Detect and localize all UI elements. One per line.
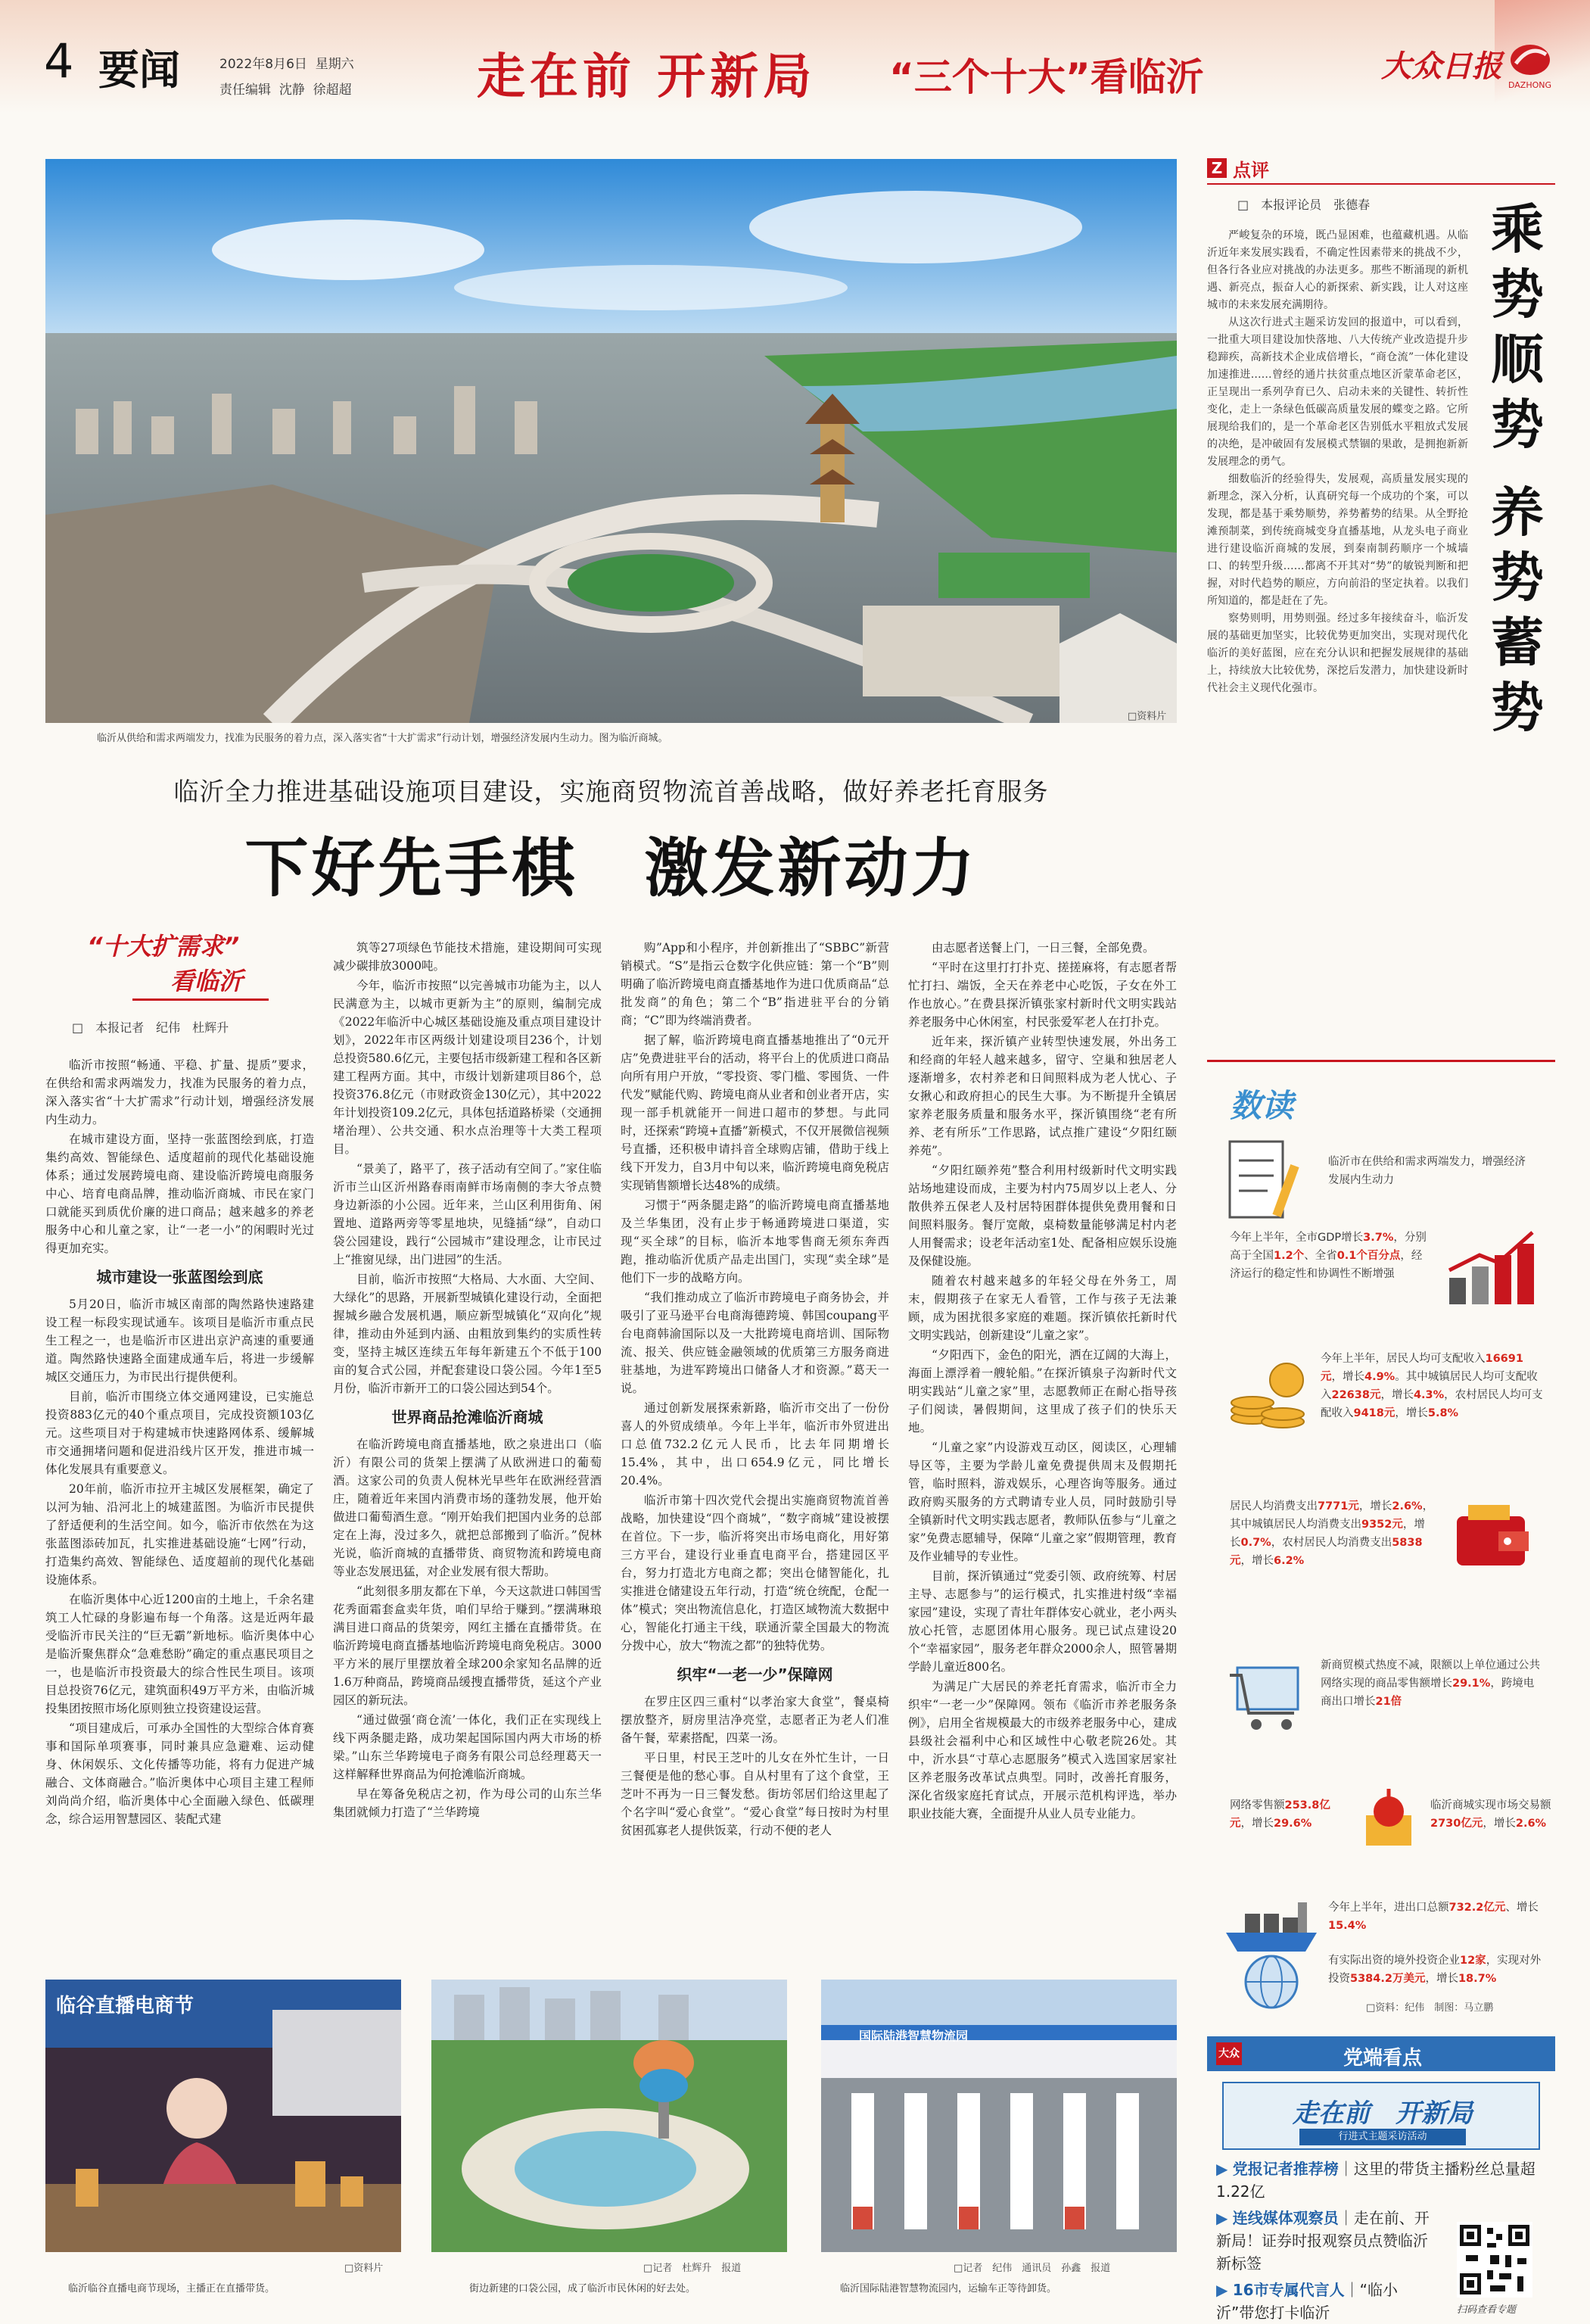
comment-logo-icon: Z <box>1207 158 1227 178</box>
paragraph: 细数临沂的经验得失，发展观，高质量发展实现的新理念，深入分析，认真研究每一个成功的个案，可以发现，都是基于乘势顺势，养势蓄势的结果。从全野抢滩预制菜，到传统商城变身直播基地，从龙头电子商业进行建设临沂商城的发展，到秦南制药顺序一个城墙口、的转型升级……都离不开其对“势”的敏锐判断和把握，对时代趋势的顺应，方向前沿的坚定执着。以我们所知道的，都是赶在了先。 <box>1207 473 1468 607</box>
paragraph: 近年来，探沂镇产业转型快速发展，外出务工和经商的年轻人越来越多，留守、空巢和独居老人逐渐增多，农村养老和日间照料成为老人忧心、子女揪心和政府担心的民生大事。为不断提升全镇居家养老服务质量和服务水平，探沂镇围绕“老有所养、老有所乐”工作思路，试点推广建设“夕阳红颐养苑”。 <box>908 1035 1177 1157</box>
numbers-section <box>1207 1060 1555 2014</box>
comment-title <box>1480 197 1555 740</box>
paragraph: “夕阳西下，金色的阳光，洒在辽阔的大海上，海面上漂浮着一艘轮船。”在探沂镇泉子沟新时代文明实践站“儿童之家”里，志愿教师正在耐心指导孩子们阅读，暑假期间，这里成了孩子们的快乐天地。 <box>908 1348 1177 1435</box>
paragraph: 目前，临沂市按照“大格局、大水面、大空间、大绿化”的思路，开展新型城镇化建设行动，全面把握城乡融合发展机遇，顺应新型城镇化“双向化”规律，推动由外延到内涵、由粗放到集约的实质性转变，坚持主城区连续五年每年新建五个不低于100亩的复合式公园，并配套建设口袋公园。今年1至5月份，临沂市新开工的口袋公园达到54个。 <box>333 1273 602 1395</box>
article-col4 <box>908 939 1177 1949</box>
subhead-city: 城市建设一张蓝图绘到底 <box>96 1268 263 1286</box>
paragraph: 由志愿者送餐上门，一日三餐，全部免费。 <box>932 941 1155 955</box>
photo-livestream <box>45 1980 401 2252</box>
paragraph: 随着农村越来越多的年轻父母在外务工，周末，假期孩子在家无人看管，工作与孩子无法兼顾，成为困扰很多家庭的难题。探沂镇依托新时代文明实践站，创新建设“儿童之家”。 <box>908 1274 1177 1342</box>
stat-gdp: 今年上半年，全市GDP增长3.7%，分别高于全国1.2个、全省0.1个百分点，经济运行的稳定性和协调性不断增强 <box>1230 1232 1427 1280</box>
numbers-header <box>1230 1081 1321 1126</box>
arrow-icon: ▶ <box>1216 2209 1228 2227</box>
article-headline: 下好先手棋 激发新动力 <box>244 831 978 905</box>
paragraph: 据了解，临沂跨境电商直播基地推出了“0元开店”免费进驻平台的活动，将平台上的优质进口商品向所有用户开放，“零投资、零门槛、零囤货、一件代发”赋能代购、跨境电商从业者和创业者开店，实现一部手机就能开一间进口超市的梦想。与此同时，还探索“跨境+直播”新模式，不仅开展微信视频号直播，还积极申请抖音全球购店铺，借助于线上线下开发力，自3月中旬以来，临沂跨境电商免税店实现销售额增长达48%的成绩。 <box>621 1033 889 1192</box>
main-photo-credit: □资料片 <box>1128 711 1167 722</box>
livestream-sign: 临谷直播电商节 <box>56 1995 194 2017</box>
paragraph: “我们推动成立了临沂市跨境电子商务协会，并吸引了亚马逊平台电商海德跨境、韩国coupang平台电商韩渝国际以及一大批跨境电商培训、国际物流、报关、供应链金融领域的优质第三方服务商进驻基地，为进军跨境出口储备人才和资源。”葛天一说。 <box>621 1291 889 1395</box>
cargo-ship-icon <box>1222 1891 1321 1959</box>
photo2-caption: 街边新建的口袋公园，成了临沂市民休闲的好去处。 <box>469 2283 696 2294</box>
paragraph: “此刻很多朋友都在下单，今天这款进口韩国雪花秀面霜套盒卖年货，咱们早给于赚到。”摆满琳琅满目进口商品的货架旁，网红主播在直播带货。在临沂跨境电商直播基地临沂跨境电商免税店。3000平方米的展厅里摆放着全球200余家知名品牌的近1.6万种商品，跨境商品缓搜直播带货，延这个产业园区的新玩法。 <box>333 1584 602 1707</box>
paragraph: 早在筹备免税店之初，作为母公司的山东兰华集团就倾力打造了“兰华跨境 <box>333 1787 602 1819</box>
arrow-icon: ▶ <box>1216 2160 1228 2178</box>
coins-icon <box>1222 1350 1313 1433</box>
app-item-tag: 连线媒体观察员 <box>1232 2209 1339 2227</box>
paragraph: 在罗庄区四三重村“以孝治家大食堂”，餐桌椅摆放整齐，厨房里洁净亮堂，志愿者正为老人们准备午餐，荤素搭配，四菜一汤。 <box>621 1695 889 1745</box>
header <box>0 0 1590 114</box>
shopping-cart-icon <box>1222 1653 1313 1736</box>
paragraph: “通过做强‘商仓流’一体化，我们正在实现线上线下两条腿走路，成功架起国际国内两大市场的桥梁。”山东兰华跨境电子商务有限公司总经理葛天一这样解释世界商品为何抢滩临沂商城。 <box>333 1713 602 1781</box>
editor: 沈静 <box>278 83 305 98</box>
app-logo-icon: 大众 <box>1216 2042 1242 2065</box>
paragraph: “平时在这里打打扑克、搓搓麻将，有志愿者帮忙打扫、端饭，全天在养老中心吃饭，子女在外工作也放心。”在费县探沂镇张家村新时代文明实践站养老服务中心休闲室，村民张爱军老人在打扑克。 <box>908 961 1177 1029</box>
stat-income: 今年上半年，居民人均可支配收入16691元，增长4.9%。其中城镇居民人均可支配收入22638元，增长4.3%，农村居民人均可支配收入9418元，增长5.8% <box>1321 1353 1543 1419</box>
numbers-credit: □资料：纪伟 制图：马立鹏 <box>1366 2002 1494 2014</box>
paragraph: 通过创新发展探索新路，临沂市交出了一份份喜人的外贸成绩单。今年上半年，临沂市外贸进出口总值732.2亿元人民币，比去年同期增长15.4%，其中，出口654.9亿元，同比增长20.4%。 <box>621 1401 889 1488</box>
article-col2 <box>333 939 602 1949</box>
photo-logistics <box>821 1980 1177 2252</box>
section-name: 要闻 <box>98 46 180 94</box>
paragraph: 购”App和小程序，并创新推出了“SBBC”新营销模式。“S”是指云仓数字化供应链：第一个“B”则明确了临沂跨境电商直播基地作为进口优质商品“总批发商”的角色；第二个“B”指进驻平台的分销商；“C”即为终端消费者。 <box>621 941 889 1027</box>
qr-code-icon[interactable] <box>1457 2222 1532 2298</box>
banner-sub: “三个十大”看临沂 <box>889 55 1204 99</box>
app-banner[interactable] <box>1222 2082 1540 2150</box>
globe-icon <box>1230 1952 1313 2012</box>
comment-title-line1: 乘势顺势 <box>1491 198 1544 456</box>
paragraph: 目前，临沂市围绕立体交通网建设，已实施总投资883亿元的40个重点项目，完成投资额103亿元。这些项目对于构建城市快速路网体系、缓解城市交通拥堵问题和促进沿线片区开发，推进市城一体化发展具有重要意义。 <box>45 1390 314 1476</box>
photo1-credit: □资料片 <box>344 2263 384 2274</box>
paragraph: 在临沂奥体中心近1200亩的土地上，千余名建筑工人忙碌的身影遍布每一个角落。这是近两年最受临沂市民关注的“巨无霸”新地标。临沂奥体中心是临沂聚焦群众“急难愁盼”确定的重点惠民项目之一，也是临沂市投资最大的综合性民生项目。该项目总投资76亿元，建筑面积49万平方米，由临沂城投集团按照市场化原则独立投资建设运营。 <box>45 1593 314 1715</box>
comment-label <box>1207 157 1269 179</box>
paragraph: 5月20日，临沂市城区南部的陶然路快速路建设工程一标段实现试通车。该项目是临沂市重点民生工程之一，也是临沂市区进出京沪高速的重要通道。陶然路快速路全面建成通车后，将进一步缓解城区交通压力，为市民出行提供便利。 <box>45 1298 314 1384</box>
comment-byline: □ 本报评论员 张德春 <box>1237 198 1371 212</box>
paragraph: 平日里，村民王芝叶的儿女在外忙生计，一日三餐便是他的愁心事。自从村里有了这个食堂，王芝叶不再为一日三餐发愁。街坊邻居们给这里起了个名字叫“爱心食堂”。“爱心食堂”每日按时为村里贫困孤寡老人提供饭菜，行动不便的老人 <box>621 1751 889 1837</box>
paragraph: 为满足广大居民的养老托育需求，临沂市全力织牢“一老一少”保障网。领布《临沂市养老服务条例》，启用全省规模最大的市级养老服务中心，建成县级社会福利中心和区域性中心敬老院26处。其中，沂水县“寸草心志愿服务”模式入选国家居家社区养老服务改革试点典型。同时，改善托育服务，深化省级家庭托育试点，开展示范机构评选，举办职业技能大赛，全面提升从业人员专业能力。 <box>908 1680 1177 1821</box>
app-item-text: ｜“临小沂”带您打卡临沂 <box>1216 2281 1398 2322</box>
app-banner-sub: 行进式主题采访活动 <box>1299 2129 1466 2145</box>
banner-main: 走在前 开新局 <box>477 49 817 105</box>
photo2-credit: □记者 杜辉升 报道 <box>643 2263 742 2274</box>
app-item-text: ｜走在前、开新局！证券时报观察员点赞临沂新标签 <box>1216 2209 1430 2273</box>
chart-up-icon <box>1442 1225 1540 1308</box>
app-item-observer[interactable] <box>1216 2207 1436 2275</box>
comment-section <box>1207 151 1555 1045</box>
article-col1 <box>45 1056 314 1949</box>
paragraph: 临沂市按照“畅通、平稳、扩量、提质”要求，在供给和需求两端发力，找准为民服务的着力点，深入落实省“十大扩需求”行动计划，增强经济发展内生动力。 <box>45 1058 314 1126</box>
app-item-tag: 16市专属代言人 <box>1232 2281 1345 2299</box>
app-item-tag: 党报记者推荐榜 <box>1232 2160 1339 2178</box>
article-body <box>45 939 1177 1949</box>
designer: 徐超超 <box>313 83 352 98</box>
issue-date <box>219 53 354 72</box>
paragraph: “儿童之家”内设游戏互动区，阅读区，心理辅导区等，主要为学龄儿童免费提供周末及假期托管，临时照料，游戏娱乐，心理咨询等服务。通过政府购买服务的方式聘请专业人员，同时鼓励引导全镇新时代文明实践志愿者，教师队伍参与“儿童之家”免费志愿辅导，保障“儿童之家”假期管理，教育及作业辅导的专业性。 <box>908 1441 1177 1563</box>
logistics-sign: 国际陆港智慧物流园 <box>859 2029 969 2043</box>
stat-overseas-investment: 有实际出资的境外投资企业12家，实现对外投资5384.2万美元，增长18.7% <box>1328 1955 1542 1985</box>
paragraph: 筑等27项绿色节能技术措施，建设期间可实现减少碳排放3000吨。 <box>333 941 602 973</box>
app-item-spokesperson[interactable] <box>1216 2279 1436 2324</box>
paragraph: 从这次行进式主题采访发回的报道中，可以看到，一批重大项目建设加快落地、八大传统产业改造提升步稳蹄疾，高新技术企业成倍增长，“商仓流”一体化建设加速推进……曾经的通片扶贫重点地区沂蒙革命老区，正呈现出一系列孕育已久、启动未来的关键性、转折性变化，走上一条绿色低碳高质量发展的蝶变之路。它所展现给我们的，是一个革命老区告别低水平粗放式发展的决绝，是冲破固有发展模式禁锢的果敢，是拥抱新新发展理念的勇气。 <box>1207 316 1468 468</box>
editors-label: 责任编辑 <box>219 83 271 98</box>
wallet-icon <box>1445 1494 1536 1577</box>
photo3-credit: □记者 纪伟 通讯员 孙鑫 报道 <box>954 2263 1111 2274</box>
numbers-intro: 临沂市在供给和需求两端发力，增强经济发展内生动力 <box>1328 1156 1526 1186</box>
paragraph: 今年，临沂市按照“以完善城市功能为主，以人民满意为主，以城市更新为主”的原则，编制完成《2022年临沂中心城区基础设施及重点项目建设计划》，2022年市区两级计划建设项目236个，计划总投资580.6亿元，主要包括市级新建工程和各区新建工程两方面。其中，市级计划新建项目86个，总投资376.8亿元（市财政资金130亿元），其中2022年计划投资109.2亿元，具体包括道路桥梁（交通拥堵治理）、公共交通、积水点治理等十大类工程项目。 <box>333 979 602 1156</box>
app-item-text: ｜这里的带货主播粉丝总量超1.22亿 <box>1216 2160 1536 2201</box>
paragraph: 习惯于“两条腿走路”的临沂跨境电商直播基地及兰华集团，没有止步于畅通跨境进口渠道，实现“买全球”的目标，临沂本地零售商无须东奔西跑，推动临沂优质产品走出国门，实现“卖全球”是他们下一步的战略方向。 <box>621 1198 889 1285</box>
comment-title-line2: 养势蓄势 <box>1491 481 1544 739</box>
qr-caption: 扫码查看专题 <box>1457 2304 1517 2316</box>
main-photo <box>45 159 1177 723</box>
money-bag-icon <box>1355 1785 1423 1853</box>
app-item-reporter[interactable] <box>1216 2157 1549 2203</box>
stat-foreign-trade: 今年上半年，进出口总额732.2亿元、增长15.4% <box>1328 1902 1539 1932</box>
article-byline: □ 本报记者 纪伟 杜辉升 <box>72 1020 229 1035</box>
comment-label-text: 点评 <box>1233 159 1269 181</box>
photo3-caption: 临沂国际陆港智慧物流园内，运输车正等待卸货。 <box>840 2283 1057 2294</box>
subhead-goods: 世界商品抢滩临沂商城 <box>391 1408 543 1426</box>
paragraph: “夕阳红颐养苑”整合利用村级新时代文明实践站场地建设而成，主要为村内75周岁以上老人、分散供养五保老人及村居特困群体提供免费用餐和日间照料服务。餐厅宽敞，桌椅数量能够满足村内老人用餐需求；设老年活动室1处、配备相应娱乐设施及保健设施。 <box>908 1164 1177 1268</box>
paragraph: 严峻复杂的环境，既凸显困难，也蕴藏机遇。从临沂近年来发展实践看，不确定性因素带来的挑战不少，但各行各业应对挑战的办法更多。那些不断涌现的新机遇、新亮点，振奋人心的新探索、新实践，让人对这座城市的未来发展充满期待。 <box>1207 229 1468 311</box>
series-line1: “十大扩需求” <box>87 932 240 961</box>
article-col3 <box>621 939 889 1949</box>
app-header <box>1207 2036 1555 2071</box>
photo1-caption: 临沂临谷直播电商节现场，主播正在直播带货。 <box>68 2283 275 2294</box>
paragraph: “项目建成后，可承办全国性的大型综合体育赛事和国际单项赛事，同时兼具应急避难、运动健身、休闲娱乐、文化传播等功能，将有力促进产城融合、文体商融合。”临沂奥体中心项目主建工程师刘尚尚介绍，临沂奥体中心全面融入绿色、低碳理念，综合运用智慧园区、装配式建 <box>45 1721 314 1826</box>
paragraph: 在城市建设方面，坚持一张蓝图绘到底，打造集约高效、智能绿色、适度超前的现代化基础设施体系；通过发展跨境电商、建设临沂跨境电商服务中心、培育电商品牌，推动临沂商城、市民在家门口就能买到质优价廉的进口商品；越来越多的养老服务中心和儿童之家，让“一老一小”的闲暇时光过得更加充实。 <box>45 1132 314 1255</box>
logo-sub: DAZHONG <box>1508 80 1552 90</box>
paragraph: 在临沂跨境电商直播基地，欧之泉进出口（临沂）有限公司的货架上摆满了从欧洲进口的葡萄酒。这家公司的负责人倪林光早些年在欧洲经营酒庄，随着近年来国内消费市场的蓬勃发展，他开始做进口葡萄酒生意。“刚开始我们把国内业务的总部定在上海，没过多久，就把总部搬到了临沂。”倪林光说，临沂商城的直播带货、商贸物流和跨境电商等业态发展迅猛，对企业发展有很大帮助。 <box>333 1438 602 1578</box>
article-kicker: 临沂全力推进基础设施项目建设，实施商贸物流首善战略，做好养老托育服务 <box>173 777 1049 806</box>
photo-pocket-park <box>431 1980 787 2252</box>
editors <box>219 79 352 98</box>
series-line2: 看临沂 <box>170 967 244 995</box>
arrow-icon: ▶ <box>1216 2281 1228 2299</box>
stat-market-volume: 临沂商城实现市场交易额2730亿元，增长2.6% <box>1430 1799 1551 1830</box>
main-photo-caption: 临沂从供给和需求两端发力，找准为民服务的着力点，深入落实省“十大扩需求”行动计划，增强经济发展内生动力。图为临沂商城。 <box>97 733 668 744</box>
paragraph: 目前，探沂镇通过“党委引领、政府统筹、村居主导、志愿参与”的运行模式，扎实推进村级“幸福家园”建设，实现了青壮年群体安心就业，老小两头放心托管，志愿团体用心服务。现已试点建设20个“幸福家园”，服务老年群众2000余人，照管暑期学龄儿童近800名。 <box>908 1569 1177 1674</box>
page-number: 4 <box>44 33 74 89</box>
stat-online-retail: 网络零售额253.8亿元，增长29.6% <box>1230 1799 1330 1830</box>
weekday: 星期六 <box>315 57 354 72</box>
numbers-title: 数读 <box>1230 1087 1294 1124</box>
paragraph: 20年前，临沂市拉开主城区发展框架，确定了以河为轴、沿河北上的城建蓝图。为临沂市民提供了舒适便利的生活空间。如今，临沂市依然在为这张蓝图添砖加瓦，扎实推进基础设施“七网”行动，打造集约高效、智能绿色、适度超前的现代化基础设施体系。 <box>45 1482 314 1587</box>
app-banner-title: 走在前 开新局 <box>1293 2098 1473 2129</box>
stat-consumption: 居民人均消费支出7771元，增长2.6%，其中城镇居民人均消费支出9352元，增长0.7%，农村居民人均消费支出5838元，增长6.2% <box>1230 1500 1434 1567</box>
date: 2022年8月6日 <box>219 57 307 72</box>
app-title: 党端看点 <box>1343 2047 1423 2070</box>
paragraph: 临沂市第十四次党代会提出实施商贸物流首善战略，加快建设“四个商城”，“数字商城”建设被摆在首位。下一步，临沂将突出市场电商化，用好第三方平台，建设行业垂直电商平台，搭建园区平台，努力打造北方电商之都；突出仓储智能化，扎实推进仓储建设五年行动，打造“统仓统配，仓配一体”模式；突出物流信息化，打造区域物流大数据中心，智能化打通主干线，联通沂蒙全国最大的物流分拨中心，放大“物流之都”的独特优势。 <box>621 1494 889 1653</box>
subhead-elderly-children: 织牢“一老一少”保障网 <box>677 1665 833 1684</box>
comment-text <box>1207 227 1468 1041</box>
stat-ecommerce: 新商贸模式热度不减，限额以上单位通过公共网络实现的商品零售额增长29.1%，跨境电商出口增长21倍 <box>1321 1659 1540 1708</box>
paragraph: “景美了，路平了，孩子活动有空间了。”家住临沂市兰山区沂州路春雨南鲜市场南侧的李大爷点赞身边新添的小公园。近年来，兰山区利用街角、闲置地、道路两旁等零星地块，见缝插“绿”，自动口袋公园建设，践行“公园城市”建设理念，让市民过上“推窗见绿，出门进园”的生活。 <box>333 1162 602 1266</box>
paragraph: 察势则明，用势则强。经过多年接续奋斗，临沂发展的基础更加坚实，比较优势更加突出，实现对现代化临沂的美好蓝图，应在充分认识和把握发展规律的基础上，持续放大比较优势，深挖后发潜力，加快建设新时代社会主义现代化强市。 <box>1207 612 1468 694</box>
document-icon <box>1222 1134 1313 1232</box>
logo-text: 大众日报 <box>1381 48 1502 84</box>
